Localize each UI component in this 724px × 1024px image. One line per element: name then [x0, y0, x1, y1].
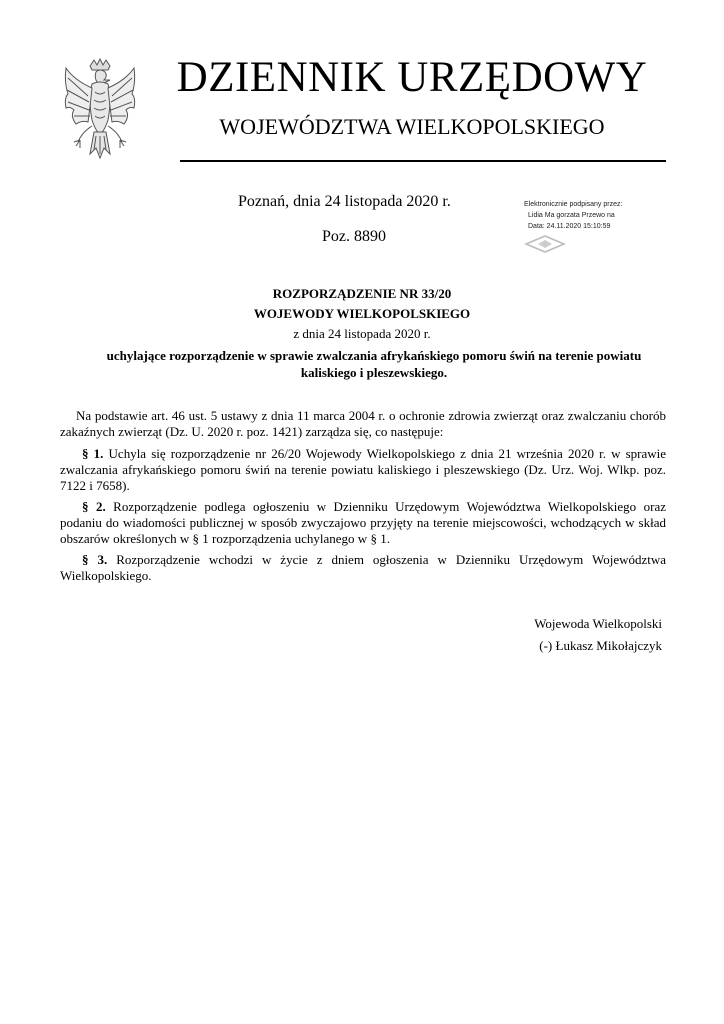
section-3 — [60, 552, 666, 584]
masthead-divider — [180, 160, 666, 162]
section-2 — [60, 499, 666, 547]
section-number: § 1. — [82, 446, 104, 461]
act-issuer: WOJEWODY WIELKOPOLSKIEGO — [253, 306, 471, 321]
esig-signer: Lidia Ma gorzata Przewo na — [528, 212, 615, 219]
e-signature-logo-icon — [524, 234, 566, 254]
act-date: z dnia 24 listopada 2020 r. — [293, 326, 431, 341]
electronic-signature-info — [524, 199, 664, 232]
signer-office: Wojewoda Wielkopolski — [534, 616, 662, 631]
section-number: § 2. — [82, 499, 106, 514]
esig-label: Elektronicznie podpisany przez: — [524, 201, 623, 208]
signer-name: (-) Łukasz Mikołajczyk — [539, 638, 662, 653]
journal-subtitle: WOJEWÓDZTWA WIELKOPOLSKIEGO — [219, 114, 605, 139]
act-title: ROZPORZĄDZENIE NR 33/20 — [272, 286, 452, 301]
position-number: Poz. 8890 — [322, 228, 386, 245]
section-text: Uchyla się rozporządzenie nr 26/20 Wojewody Wielkopolskiego z dnia 21 września 2020 r. w sprawie zwalczania afrykańskiego pomoru świń na terenie powiatu kaliskiego i pleszewskiego (Dz. Urz. Woj. Wlkp. poz. 7122 i 7658). — [60, 446, 667, 493]
act-subject: uchylające rozporządzenie w sprawie zwalczania afrykańskiego pomoru świń na terenie powiatu kaliskiego i pleszewskiego. — [106, 348, 642, 380]
legal-basis-paragraph: Na podstawie art. 46 ust. 5 ustawy z dnia 11 marca 2004 r. o ochronie zdrowia zwierząt oraz zwalczaniu chorób zakaźnych zwierząt (Dz. U. 2020 r. poz. 1421) zarządza się, co następuje: — [60, 408, 666, 439]
section-1 — [60, 446, 666, 494]
section-number: § 3. — [82, 552, 108, 567]
journal-title: DZIENNIK URZĘDOWY — [176, 54, 648, 101]
section-text: Rozporządzenie podlega ogłoszeniu w Dzienniku Urzędowym Województwa Wielkopolskiego oraz podaniu do wiadomości publicznej w sposób zwyczajowo przyjęty na terenie miejscowości, wchodzących w skład obszarów określonych w § 1 rozporządzenia uchylanego w § 1. — [60, 499, 666, 546]
esig-date: Data: 24.11.2020 15:10:59 — [528, 223, 611, 230]
place-and-date: Poznań, dnia 24 listopada 2020 r. — [238, 193, 451, 210]
section-text: Rozporządzenie wchodzi w życie z dniem ogłoszenia w Dzienniku Urzędowym Województwa Wielkopolskiego. — [60, 552, 667, 583]
